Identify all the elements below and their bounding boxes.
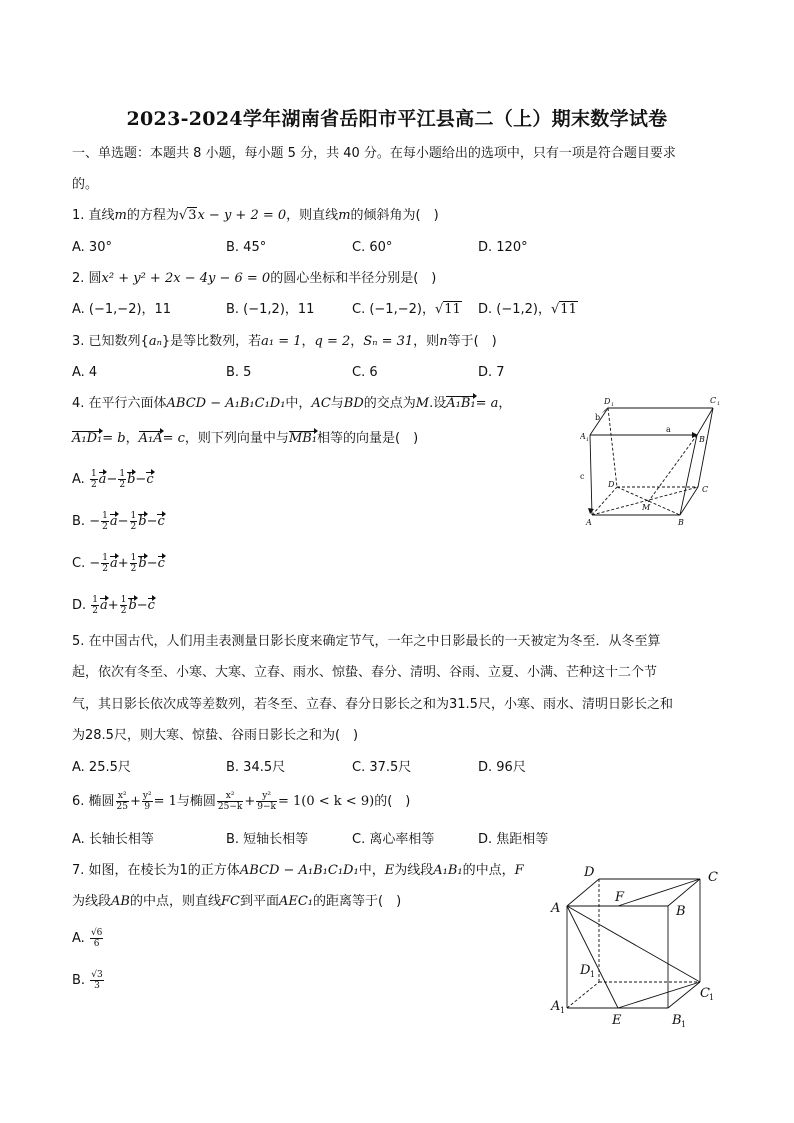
q4-b-s1: −: [89, 514, 101, 529]
cube-figure: [548, 860, 728, 1032]
q4-a-label: A.: [72, 472, 85, 487]
q3-an: aₙ: [148, 334, 162, 349]
q7-a1b1: A₁B₁: [433, 863, 463, 878]
q3-option-c[interactable]: C. 6: [352, 365, 378, 380]
q1-option-b[interactable]: B. 45°: [226, 240, 267, 255]
svg-text:D: D: [580, 963, 591, 978]
q2-d-radicand: 11: [560, 302, 577, 317]
svg-text:B: B: [699, 435, 705, 444]
q7-fc: FC: [220, 894, 240, 909]
svg-text:1: 1: [590, 970, 596, 979]
q1-var: m: [114, 208, 127, 223]
q4-c-half2: $\frac{1}{2}$: [130, 553, 137, 574]
q6-mid: = 1与椭圆: [153, 794, 216, 809]
question-3: 3. 已知数列{aₙ}是等比数列，若a₁ = 1，q = 2，Sₙ = 31，则n等于( ): [72, 334, 497, 349]
q3-option-a[interactable]: A. 4: [72, 365, 98, 380]
question-5-line1: 5. 在中国古代，人们用圭表测量日影长度来确定节气，一年之中日影最长的一天被定为冬至．从冬至算: [72, 634, 661, 649]
q4-pre: 4. 在平行六面体: [72, 396, 167, 411]
svg-text:1: 1: [717, 401, 721, 407]
q4-post: ，则下列向量中与: [184, 431, 289, 446]
q6-frac2: $\frac{\text{y²}}{9}$: [142, 791, 152, 812]
q1-var2: m: [338, 208, 351, 223]
q7-a-frac: $\frac{√6}{6}$: [90, 928, 103, 949]
svg-text:D: D: [584, 865, 595, 880]
svg-text:1: 1: [560, 1006, 566, 1015]
q4-c-s1: −: [89, 556, 101, 571]
q4-b-label: B.: [72, 514, 86, 529]
svg-text:A: A: [551, 999, 561, 1014]
q6-frac4: $\frac{\text{y²}}{9-k}$: [257, 791, 276, 812]
q3-post: 等于( ): [447, 334, 497, 349]
question-7-line2: [72, 893, 401, 911]
q4-b-half1: $\frac{1}{2}$: [102, 511, 108, 532]
q7-option-b[interactable]: [72, 970, 105, 991]
q6-frac1: $\frac{\text{x²}}{25}$: [116, 791, 128, 812]
q4-vec-a1d1: A₁D₁: [72, 431, 103, 446]
q4-option-d[interactable]: D. $\frac{1}{2}$ a+ $\frac{1}{2}$ b−c: [72, 595, 155, 616]
svg-text:1: 1: [611, 402, 615, 408]
svg-text:1: 1: [705, 440, 709, 446]
q3-q: q = 2: [314, 334, 351, 349]
svg-text:1: 1: [709, 993, 715, 1002]
q4-vec-mb1: MB₁: [288, 431, 318, 446]
q3-sn: Sₙ = 31: [363, 334, 414, 349]
q1-option-c[interactable]: C. 60°: [352, 240, 393, 255]
q7-l2-mid2: 到平面: [239, 894, 279, 909]
q6-option-a[interactable]: A. 长轴长相等: [72, 832, 154, 847]
svg-text:B: B: [672, 1013, 682, 1028]
q4-a-half2: $\frac{1}{2}$: [119, 469, 126, 490]
q1-option-d[interactable]: D. 120°: [478, 240, 528, 255]
q4-b-half2: $\frac{1}{2}$: [130, 511, 137, 532]
q3-option-b[interactable]: B. 5: [226, 365, 252, 380]
q2-option-c[interactable]: [352, 301, 462, 319]
svg-text:A: A: [551, 901, 561, 916]
q3-n: n: [439, 334, 448, 349]
svg-text:C: C: [700, 986, 710, 1001]
q2-post: 的圆心坐标和半径分别是( ): [270, 271, 437, 286]
svg-text:B: B: [676, 904, 686, 919]
question-5-line3: 气，其日影长依次成等差数列，若冬至、立春、春分日影长之和为31.5尺，小寒、雨水、清明日影长之和: [72, 697, 673, 712]
q3-a1: a₁ = 1: [261, 334, 302, 349]
q5-option-b[interactable]: B. 34.5尺: [226, 760, 286, 775]
q7-l2-post: 的距离等于( ): [313, 894, 402, 909]
svg-text:B: B: [678, 518, 684, 527]
section-heading: 一、单选题：本题共 8 小题，每小题 5 分，共 40 分。在每小题给出的选项中，只有一项是符合题目要求: [72, 146, 676, 161]
q4-mid2: 的交点为: [363, 396, 416, 411]
q4-end: 相等的向量是( ): [317, 431, 419, 446]
q4-option-c[interactable]: C. − $\frac{1}{2}$ a+ $\frac{1}{2}$ b−c: [72, 553, 165, 574]
q4-eq-c: = c: [162, 431, 185, 446]
q4-d-label: D.: [72, 598, 87, 613]
q1-mid2: ，则直线: [286, 208, 339, 223]
question-4-line1: 4. 在平行六面体ABCD − A₁B₁C₁D₁中，AC与BD的交点为M.设A₁B₁= a，: [72, 396, 512, 411]
svg-text:c: c: [580, 472, 585, 481]
q1-pre: 1. 直线: [72, 208, 115, 223]
q2-option-c-text: C. (−1,−2)，: [352, 302, 435, 317]
q4-option-b[interactable]: B. − $\frac{1}{2}$ a− $\frac{1}{2}$ b−c: [72, 511, 165, 532]
q4-mid: 中，: [285, 396, 312, 411]
q7-mid2: 为线段: [394, 863, 434, 878]
svg-text:A: A: [586, 518, 592, 527]
q3-option-d[interactable]: D. 7: [478, 365, 505, 380]
q5-option-d[interactable]: D. 96尺: [478, 760, 526, 775]
q4-eq-a: = a: [475, 396, 499, 411]
q3-pre: 3. 已知数列{: [72, 334, 149, 349]
q2-pre: 2. 圆: [72, 271, 102, 286]
q7-mid: 中，: [358, 863, 385, 878]
q4-a-s2: −: [106, 472, 118, 487]
q6-option-d[interactable]: D. 焦距相等: [478, 832, 549, 847]
question-4-line2: A₁D₁= b，A₁A= c，则下列向量中与MB₁相等的向量是( ): [72, 431, 419, 446]
q4-and: 与: [330, 396, 344, 411]
q6-post: 的( ): [374, 794, 411, 809]
svg-text:C: C: [702, 485, 709, 494]
q2-expr: x² + y² + 2x − 4y − 6 = 0: [101, 271, 271, 286]
q4-c-half1: $\frac{1}{2}$: [102, 553, 108, 574]
svg-text:C: C: [710, 396, 717, 405]
q1-sqrt: √3: [178, 208, 197, 223]
q7-b-frac: $\frac{√3}{3}$: [91, 970, 103, 991]
q7-aec1: AEC₁: [278, 894, 314, 909]
q2-c-sqrt: √11: [434, 302, 461, 317]
question-7-line1: [72, 862, 524, 880]
q7-b-label: B.: [72, 973, 86, 988]
q4-vec-a1a: A₁A: [138, 431, 163, 446]
svg-text:D: D: [604, 397, 611, 406]
q7-ab: AB: [111, 894, 130, 909]
q4-d-half1: $\frac{1}{2}$: [92, 595, 99, 616]
svg-text:M: M: [642, 503, 651, 512]
q4-vec-a1b1: A₁B₁: [446, 396, 476, 411]
q4-c-s2: +: [117, 556, 129, 571]
question-2: [72, 270, 436, 288]
q4-m: M: [415, 396, 430, 411]
q2-option-d[interactable]: [478, 301, 578, 319]
svg-text:a: a: [666, 425, 671, 434]
q7-a-label: A.: [72, 931, 85, 946]
q3-mid: }是等比数列，若: [161, 334, 262, 349]
svg-text:F: F: [615, 890, 625, 905]
q4-d-half2: $\frac{1}{2}$: [120, 595, 127, 616]
q7-pre: 7. 如图，在棱长为1的正方体: [72, 863, 240, 878]
q7-option-a[interactable]: [72, 928, 104, 949]
svg-text:C: C: [708, 870, 718, 885]
question-1: [72, 207, 439, 225]
q7-e: E: [384, 863, 395, 878]
svg-text:1: 1: [586, 437, 590, 443]
svg-text:1: 1: [681, 1020, 687, 1029]
q4-c-label: C.: [72, 556, 86, 571]
q2-d-sqrt: √11: [551, 302, 577, 317]
q7-solid: ABCD − A₁B₁C₁D₁: [239, 863, 359, 878]
page-title: 2023-2024学年湖南省岳阳市平江县高二（上）期末数学试卷: [126, 108, 668, 130]
q1-option-a[interactable]: A. 30°: [72, 240, 112, 255]
q7-post: 的中点，: [462, 863, 515, 878]
q2-option-b[interactable]: B. (−1,2)，11: [226, 302, 315, 317]
svg-text:D: D: [608, 480, 615, 489]
q1-mid: 的方程为: [126, 208, 179, 223]
parallelepiped-figure: [580, 392, 730, 532]
q4-set: .设: [429, 396, 447, 411]
question-5-line4: 为28.5尺，则大寒、惊蛰、谷雨日影长之和为( ): [72, 728, 359, 743]
q1-radicand: 3: [188, 208, 197, 223]
q4-eq-b: = b: [102, 431, 126, 446]
section-heading-cont: 的。: [72, 177, 99, 192]
q4-a-half1: $\frac{1}{2}$: [90, 469, 97, 490]
q4-option-a[interactable]: A. $\frac{1}{2}$ a− $\frac{1}{2}$ b−c: [72, 469, 154, 490]
q4-d-s2: +: [107, 598, 119, 613]
q5-option-a[interactable]: A. 25.5尺: [72, 760, 131, 775]
question-6: 6. 椭圆 $\frac{\text{x²}}{25}$ + $\frac{\text{y²}}{9}$ = 1与椭圆 $\frac{\text{x²}}{25-k}$ + $\frac{\text{y²}}{9-k}$ = 1(0 < k < 9)的( ): [72, 791, 411, 812]
q2-c-radicand: 11: [444, 302, 461, 317]
q6-frac3: $\frac{\text{x²}}{25-k}$: [217, 791, 243, 812]
svg-text:A: A: [580, 432, 586, 441]
q3-mid2: ，则: [413, 334, 440, 349]
q1-post: 的倾斜角为( ): [350, 208, 439, 223]
q7-f: F: [514, 863, 524, 878]
q4-ac: AC: [311, 396, 331, 411]
q4-bd: BD: [343, 396, 364, 411]
q5-option-c[interactable]: C. 37.5尺: [352, 760, 412, 775]
svg-text:b: b: [595, 413, 601, 422]
q7-l2-mid: 的中点，则直线: [129, 894, 221, 909]
svg-text:E: E: [612, 1013, 622, 1028]
q1-expr: x − y + 2 = 0: [197, 208, 287, 223]
q6-cond: = 1(0 < k < 9): [278, 794, 375, 809]
q6-pre: 6. 椭圆: [72, 794, 115, 809]
q4-b-s2: −: [117, 514, 129, 529]
q2-option-d-text: D. (−1,2)，: [478, 302, 551, 317]
question-5-line2: 起，依次有冬至、小寒、大寒、立春、雨水、惊蛰、春分、清明、谷雨、立夏、小满、芒种这十二个节: [72, 665, 658, 680]
q4-solid: ABCD − A₁B₁C₁D₁: [166, 396, 286, 411]
q6-option-b[interactable]: B. 短轴长相等: [226, 832, 309, 847]
q6-option-c[interactable]: C. 离心率相等: [352, 832, 435, 847]
q2-option-a[interactable]: A. (−1,−2)，11: [72, 302, 172, 317]
q7-l2-pre: 为线段: [72, 894, 112, 909]
